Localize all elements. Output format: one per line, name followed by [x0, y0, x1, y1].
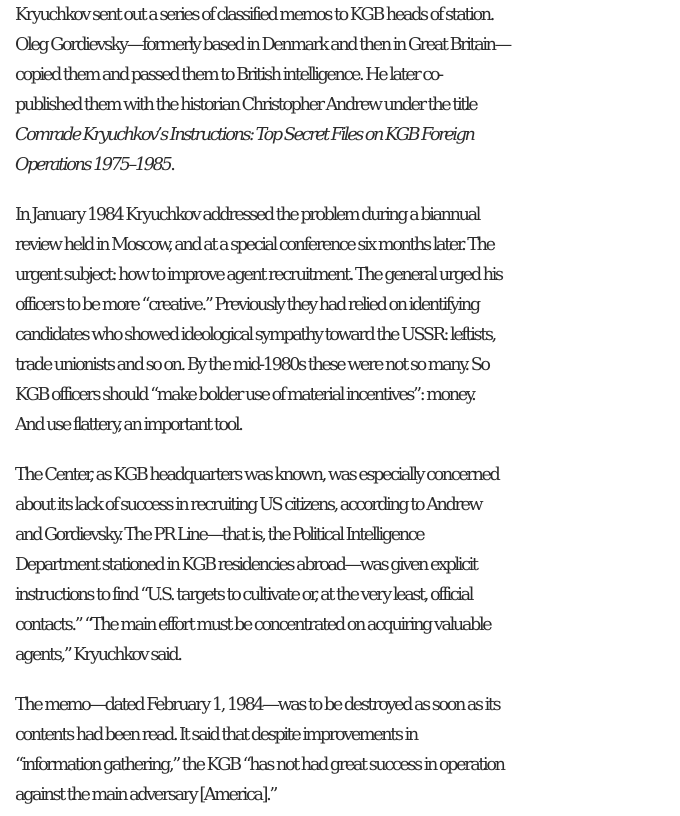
paragraph: [15, 460, 680, 670]
paragraph: [15, 690, 680, 810]
paragraph-gap: [15, 670, 680, 690]
text-line: In January 1984 Kryuchkov addressed the problem during a biannual: [15, 205, 480, 225]
book-title: Comrade Kryuchkov’s Instructions: Top Secret Files on KGB Foreign: [15, 125, 474, 145]
text-line: published them with the historian Christopher Andrew under the title: [15, 95, 477, 115]
text-line: [15, 150, 680, 180]
text-line: about its lack of success in recruiting US citizens, according to Andrew: [15, 495, 482, 515]
text-line: KGB officers should “make bolder use of material incentives”: money.: [15, 385, 475, 405]
text-line: The Center, as KGB headquarters was known, was especially concerned: [15, 465, 499, 485]
text-line: agents,” Kryuchkov said.: [15, 645, 181, 665]
paragraph-gap: [15, 180, 680, 200]
text-line: instructions to find “U.S. targets to cultivate or, at the very least, official: [15, 585, 472, 605]
text-line: and Gordievsky. The PR Line—that is, the Political Intelligence: [15, 525, 424, 545]
text-line: [15, 120, 680, 150]
text-line: review held in Moscow, and at a special conference six months later. The: [15, 235, 494, 255]
sentence-period: .: [170, 155, 174, 175]
text-line: contents had been read. It said that despite improvements in: [15, 725, 417, 745]
text-line: Kryuchkov sent out a series of classified memos to KGB heads of station.: [15, 5, 493, 25]
text-line: Oleg Gordievsky—formerly based in Denmark and then in Great Britain—: [15, 35, 510, 55]
paragraph-gap: [15, 440, 680, 460]
text-line: trade unionists and so on. By the mid-1980s these were not so many. So: [15, 355, 489, 375]
book-title: Operations 1975–1985: [15, 155, 171, 175]
paragraph: [15, 0, 680, 180]
text-line: officers to be more “creative.” Previously they had relied on identifying: [15, 295, 479, 315]
text-line: against the main adversary [America].”: [15, 785, 276, 805]
text-line: contacts.” “The main effort must be concentrated on acquiring valuable: [15, 615, 491, 635]
text-line: copied them and passed them to British intelligence. He later co-: [15, 65, 442, 85]
text-line: “information gathering,” the KGB “has not had great success in operation: [15, 755, 504, 775]
text-line: And use flattery, an important tool.: [15, 415, 242, 435]
text-line: The memo—dated February 1, 1984—was to be destroyed as soon as its: [15, 695, 500, 715]
text-line: urgent subject: how to improve agent recruitment. The general urged his: [15, 265, 502, 285]
text-line: candidates who showed ideological sympathy toward the USSR: leftists,: [15, 325, 495, 345]
paragraph: [15, 200, 680, 440]
text-line: Department stationed in KGB residencies abroad—was given explicit: [15, 555, 477, 575]
